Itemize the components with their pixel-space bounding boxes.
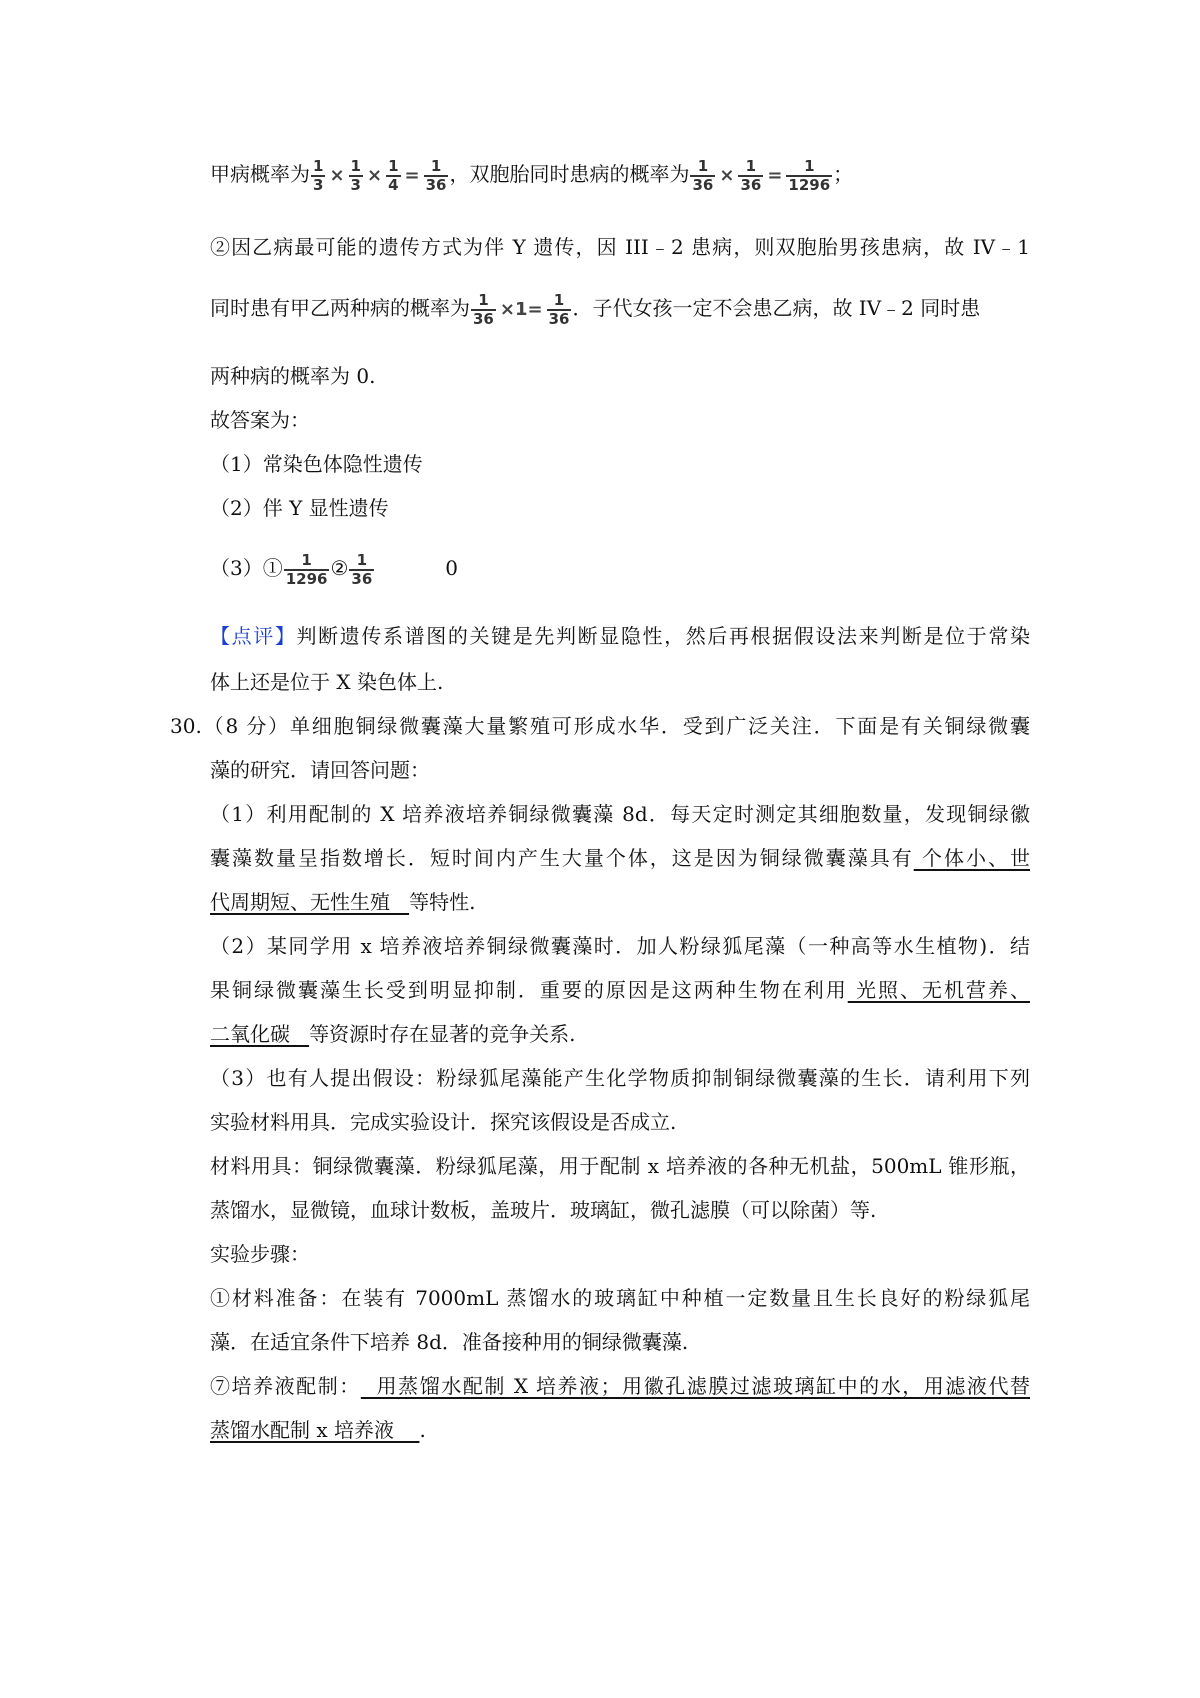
answer-1: （1）常染色体隐性遗传: [210, 452, 423, 476]
materials-line2: 蒸馏水，显微镜，血球计数板，盖玻片．玻璃缸，微孔滤膜（可以除菌）等.: [210, 1198, 877, 1222]
q30-part2-line2: [210, 976, 1030, 1004]
zero-prob-line: 两种病的概率为 0.: [210, 364, 376, 388]
times-sign: ×: [366, 164, 383, 186]
q30-title: 30.（8 分）单细胞铜绿微囊藻大量繁殖可形成水华．受到广泛关注．下面是有关铜绿微囊: [170, 714, 1030, 738]
text-segment: 囊藻数量呈指数增长．短时间内产生大量个体，这是因为铜绿微囊藻具有: [210, 846, 914, 870]
text-segment: （3）①: [210, 556, 283, 580]
fraction: $\frac{1}{1296}$: [788, 156, 831, 194]
q30-part1-line2: [210, 844, 1030, 872]
text-segment: 等资源时存在显著的竞争关系.: [309, 1022, 576, 1046]
equals-sign: =: [404, 164, 420, 186]
step2-line1: [210, 1372, 1030, 1400]
text-segment: ．子代女孩一定不会患乙病，故 IV﹣2 同时患: [572, 296, 981, 320]
fraction: $\frac{1}{4}$: [388, 156, 399, 194]
fraction: $\frac{1}{1296}$: [285, 550, 328, 588]
steps-heading: 实验步骤：: [210, 1242, 310, 1266]
step1-line1: ①材料准备：在装有 7000mL 蒸馏水的玻璃缸中种植一定数量且生长良好的粉绿狐尾: [210, 1286, 1030, 1310]
comment-line-2: 体上还是位于 X 染色体上.: [210, 670, 444, 694]
answer-underlined: 代周期短、无性生殖: [210, 890, 410, 914]
times-one: ×1=: [499, 298, 543, 320]
answer-2: （2）伴 Y 显性遗传: [210, 496, 389, 520]
text-segment: 果铜绿微囊藻生长受到明显抑制．重要的原因是这两种生物在利用: [210, 978, 848, 1002]
answer-underlined: 用蒸馏水配制 X 培养液；用徽孔滤膜过滤玻璃缸中的水，用滤液代替: [360, 1374, 1030, 1398]
answer-3: [210, 550, 1030, 588]
comment-line-1: [210, 622, 1030, 650]
q30-part3-line2: 实验材料用具．完成实验设计．探究该假设是否成立.: [210, 1110, 677, 1134]
fraction: $\frac{1}{36}$: [473, 290, 494, 328]
answer-underlined: 光照、无机营养、: [847, 978, 1030, 1002]
q30-part2-line3: [210, 1020, 1030, 1048]
q30-part1-line1: （1）利用配制的 X 培养液培养铜绿微囊藻 8d．每天定时测定其细胞数量，发现铜绿徽: [210, 802, 1030, 826]
fraction: $\frac{1}{36}$: [548, 290, 570, 328]
q30-part2-line1: （2）某同学用 x 培养液培养铜绿微囊藻时．加人粉绿狐尾藻（一种高等水生植物)．结: [210, 934, 1030, 958]
fraction: $\frac{1}{3}$: [350, 156, 361, 194]
text-segment: 0: [445, 556, 459, 580]
yi-disease-line: ②因乙病最可能的遗传方式为伴 Y 遗传，因 III﹣2 患病，则双胞胎男孩患病，故 IV﹣1: [210, 235, 1030, 259]
fraction: $\frac{1}{36}$: [740, 156, 762, 194]
fraction: $\frac{1}{36}$: [425, 156, 447, 194]
q30-title-cont: 藻的研究．请回答问题：: [210, 758, 430, 782]
text-segment: ，双胞胎同时患病的概率为: [449, 162, 690, 186]
text-segment: 甲病概率为: [210, 162, 310, 186]
answer-underlined: 个体小、世: [913, 846, 1031, 870]
text-segment: ②: [330, 556, 349, 580]
combined-prob-line: [210, 290, 1030, 328]
q30-part3-line1: （3）也有人提出假设：粉绿狐尾藻能产生化学物质抑制铜绿微囊藻的生长．请利用下列: [210, 1066, 1030, 1090]
times-sign: ×: [329, 164, 345, 186]
fraction: $\frac{1}{3}$: [313, 156, 324, 194]
step1-line2: 藻．在适宜条件下培养 8d．准备接种用的铜绿微囊藻.: [210, 1330, 689, 1354]
answer-underlined: 蒸馏水配制 x 培养液: [210, 1418, 420, 1442]
q30-part1-line3: [210, 888, 1030, 916]
prob-jia-line: [210, 156, 1030, 194]
equals-sign: =: [767, 164, 783, 186]
text-segment: 判断遗传系谱图的关键是先判断显隐性，然后再根据假设法来判断是位于常染: [296, 624, 1031, 648]
answer-underlined: 二氧化碳: [210, 1022, 310, 1046]
text-segment: ；: [833, 162, 854, 186]
answer-intro: 故答案为：: [210, 408, 310, 432]
text-segment: 同时患有甲乙两种病的概率为: [210, 296, 470, 320]
comment-tag: 【点评】: [210, 624, 297, 648]
fraction: $\frac{1}{36}$: [692, 156, 714, 194]
fraction: $\frac{1}{36}$: [351, 550, 373, 588]
times-sign: ×: [719, 164, 735, 186]
text-segment: ⑦培养液配制：: [210, 1374, 361, 1398]
materials-line1: 材料用具：铜绿微囊藻．粉绿狐尾藻，用于配制 x 培养液的各种无机盐，500mL 锥形瓶，: [210, 1154, 1030, 1178]
text-segment: 等特性.: [409, 890, 476, 914]
text-segment: .: [419, 1418, 426, 1442]
step2-line2: [210, 1416, 1030, 1444]
